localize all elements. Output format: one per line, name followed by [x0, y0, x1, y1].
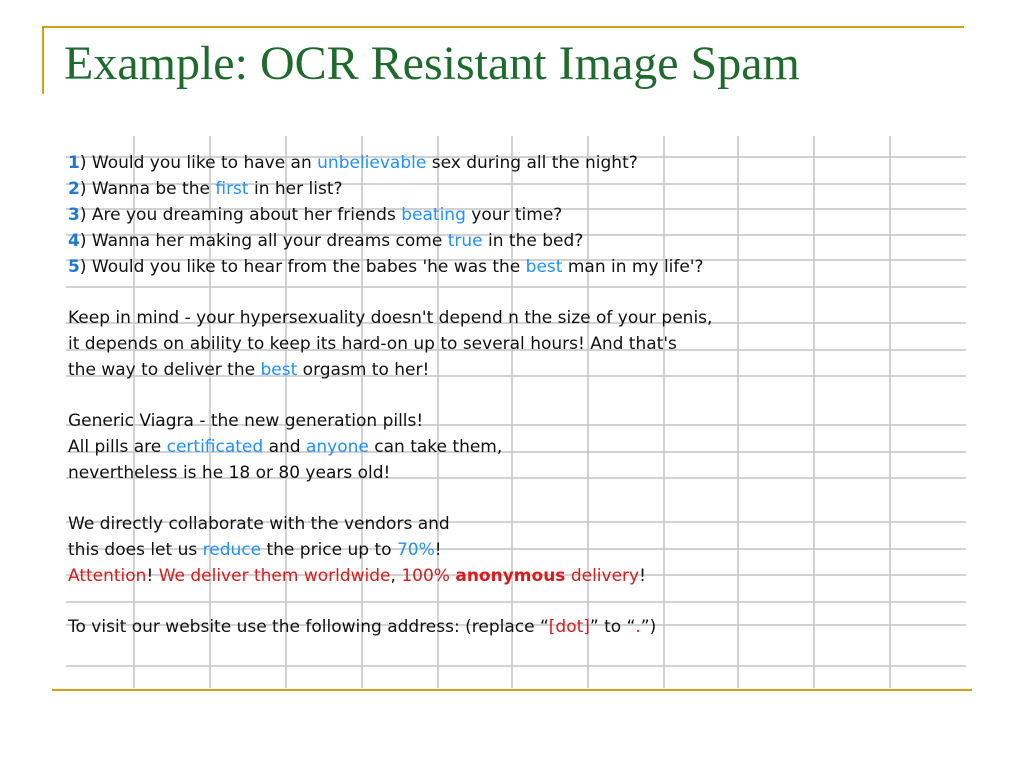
- slide-title: Example: OCR Resistant Image Spam: [64, 37, 800, 90]
- paragraph-2-line-3: nevertheless is he 18 or 80 years old!: [68, 463, 391, 483]
- accent-top-rule: [42, 26, 964, 28]
- spam-text-block: [68, 150, 712, 640]
- question-1: 1) Would you like to have an unbelievable sex during all the night?: [68, 153, 638, 173]
- paragraph-3-line-1: We directly collaborate with the vendors and: [68, 514, 450, 534]
- paragraph-2-line-2: All pills are certificated and anyone can take them,: [68, 437, 503, 457]
- paragraph-1-line-2: it depends on ability to keep its hard-on up to several hours! And that's: [68, 334, 677, 354]
- paragraph-4-line-1: To visit our website use the following address: (replace “[dot]” to “.”): [68, 617, 657, 637]
- paragraph-3-line-2: this does let us reduce the price up to 70%!: [68, 540, 442, 560]
- paragraph-2-line-1: Generic Viagra - the new generation pills!: [68, 411, 424, 431]
- paragraph-3-line-3: Attention! We deliver them worldwide, 100% anonymous delivery!: [68, 566, 646, 586]
- accent-bottom-rule: [52, 689, 972, 691]
- question-5: 5) Would you like to hear from the babes 'he was the best man in my life'?: [68, 257, 704, 277]
- question-2: 2) Wanna be the first in her list?: [68, 179, 343, 199]
- question-4: 4) Wanna her making all your dreams come true in the bed?: [68, 231, 584, 251]
- spam-image: [66, 136, 966, 688]
- accent-vertical-rule: [42, 26, 44, 94]
- paragraph-1-line-3: the way to deliver the best orgasm to her!: [68, 360, 430, 380]
- paragraph-1-line-1: Keep in mind - your hypersexuality doesn't depend n the size of your penis,: [68, 308, 713, 328]
- question-3: 3) Are you dreaming about her friends beating your time?: [68, 205, 563, 225]
